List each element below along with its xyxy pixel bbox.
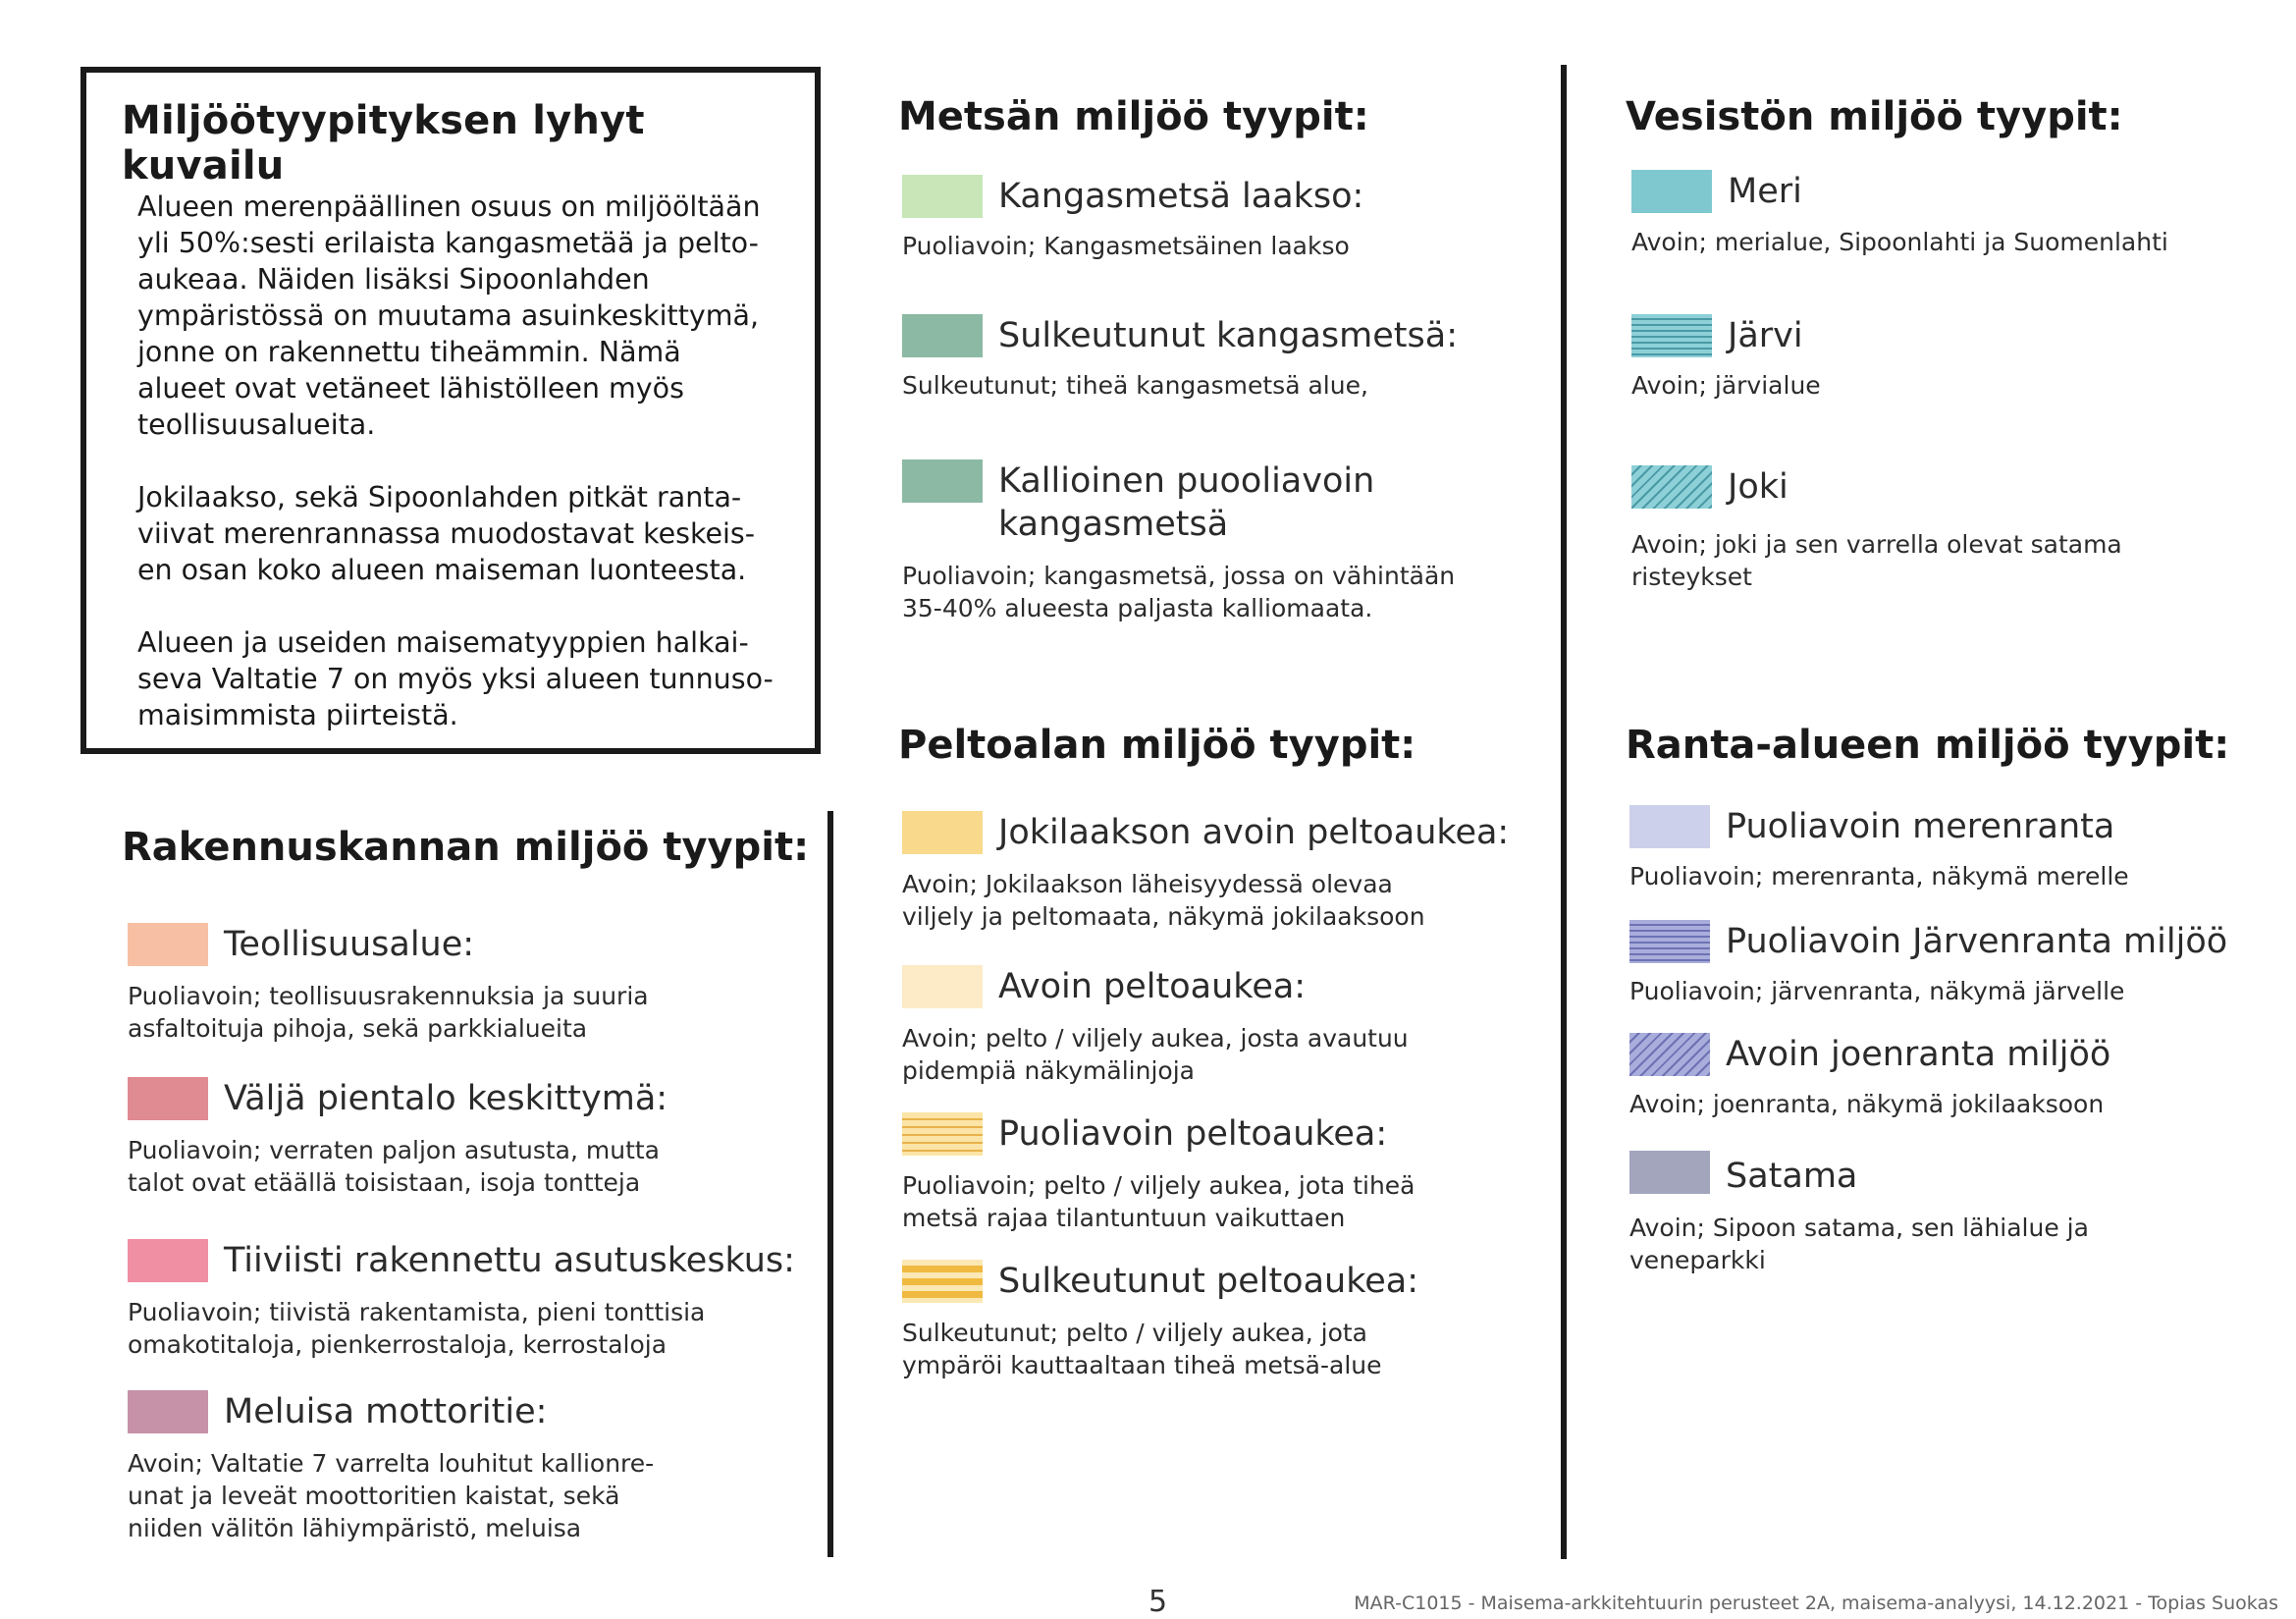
- swatch-semi-open-seashore: [1629, 805, 1710, 848]
- legend-name: Puoliavoin merenranta: [1726, 807, 2115, 846]
- swatch-semi-open-field: [902, 1112, 983, 1156]
- legend-desc: Puoliavoin; merenranta, näkymä merelle: [1629, 862, 2129, 890]
- swatch-harbour: [1629, 1151, 1710, 1194]
- swatch-detached-houses: [128, 1077, 208, 1120]
- swatch-semi-open-lakeshore: [1629, 920, 1710, 963]
- swatch-motorway: [128, 1390, 208, 1433]
- legend-name: Meri: [1728, 172, 1802, 211]
- footer-credits: MAR-C1015 - Maisema-arkkitehtuurin perusteet 2A, maisema-analyysi, 14.12.2021 - Topias Suokas: [1354, 1592, 2278, 1614]
- swatch-river: [1631, 465, 1712, 509]
- summary-box: [80, 67, 821, 754]
- swatch-open-field: [902, 965, 983, 1008]
- legend-desc: Avoin; Jokilaakson läheisyydessä olevaa viljely ja peltomaata, näkymä jokilaaksoon: [902, 870, 1425, 931]
- legend-name: Puoliavoin peltoaukea:: [998, 1114, 1388, 1154]
- section-title-buildings: Rakennuskannan miljöö tyypit:: [122, 825, 810, 870]
- section-title-fields: Peltoalan miljöö tyypit:: [898, 723, 1416, 768]
- legend-desc: Avoin; joenranta, näkymä jokilaaksoon: [1629, 1090, 2105, 1118]
- legend-name: Avoin peltoaukea:: [998, 967, 1307, 1006]
- legend-name: Kallioinen puooliavoin kangasmetsä: [998, 461, 1375, 544]
- legend-desc: Puoliavoin; järvenranta, näkymä järvelle: [1629, 977, 2125, 1005]
- legend-name: Teollisuusalue:: [224, 925, 475, 964]
- legend-name: Joki: [1728, 467, 1789, 507]
- legend-name: Meluisa mottoritie:: [224, 1392, 548, 1431]
- summary-text: Alueen merenpäällinen osuus on miljööltään yli 50%:sesti erilaista kangasmetää ja pelto- aukeaa. Näiden lisäksi Sipoonlahden ympäristössä on muutama asuinkeskittymä, jonne on rakennettu tiheämmin. Nämä alueet ovat vetäneet lähistölleen myös teollisuusalueita. Jokilaakso, sekä Sipoonlahden pitkät ranta- viivat merenrannassa muodostavat keskeis- en osan koko alueen maiseman luonteesta. Alueen ja useiden maisematyyppien halkai- seva Valtatie 7 on myös yksi alueen tunnuso- maisimmista piirteistä.: [137, 190, 774, 731]
- legend-desc: Avoin; joki ja sen varrella olevat satama risteykset: [1631, 530, 2122, 591]
- section-title-water: Vesistön miljöö tyypit:: [1626, 94, 2123, 139]
- legend-desc: Avoin; Valtatie 7 varrelta louhitut kallionre- unat ja leveät moottoritien kaistat, sekä niiden välitön lähiympäristö, meluisa: [128, 1449, 655, 1542]
- legend-name: Tiiviisti rakennettu asutuskeskus:: [224, 1241, 795, 1280]
- legend-name: Väljä pientalo keskittymä:: [224, 1079, 668, 1118]
- legend-desc: Avoin; merialue, Sipoonlahti ja Suomenlahti: [1631, 228, 2168, 256]
- legend-name: Puoliavoin Järvenranta miljöö: [1726, 922, 2228, 961]
- legend-name: Avoin joenranta miljöö: [1726, 1035, 2111, 1074]
- swatch-river-valley-field: [902, 811, 983, 854]
- summary-title: Miljöötyypityksen lyhyt kuvailu: [122, 98, 645, 189]
- legend-name: Satama: [1726, 1157, 1858, 1196]
- legend-desc: Sulkeutunut; pelto / viljely aukea, jota ympäröi kauttaaltaan tiheä metsä-alue: [902, 1319, 1382, 1379]
- swatch-sea: [1631, 170, 1712, 213]
- section-title-shore: Ranta-alueen miljöö tyypit:: [1626, 723, 2230, 768]
- legend-name: Jokilaakson avoin peltoaukea:: [998, 813, 1510, 852]
- legend-desc: Puoliavoin; tiivistä rakentamista, pieni tonttisia omakotitaloja, pienkerrostaloja, kerrostaloja: [128, 1298, 706, 1359]
- swatch-closed-heath-forest: [902, 314, 983, 357]
- legend-name: Sulkeutunut kangasmetsä:: [998, 316, 1458, 355]
- legend-desc: Puoliavoin; pelto / viljely aukea, jota tiheä metsä rajaa tilantuntuun vaikuttaen: [902, 1171, 1415, 1232]
- legend-desc: Avoin; Sipoon satama, sen lähialue ja veneparkki: [1629, 1214, 2089, 1274]
- swatch-closed-field: [902, 1260, 983, 1303]
- legend-desc: Puoliavoin; verraten paljon asutusta, mutta talot ovat etäällä toisistaan, isoja tontteja: [128, 1136, 660, 1197]
- legend-name: Kangasmetsä laakso:: [998, 177, 1364, 216]
- swatch-dense-settlement: [128, 1239, 208, 1282]
- legend-desc: Puoliavoin; teollisuusrakennuksia ja suuria asfaltoituja pihoja, sekä parkkialueita: [128, 982, 649, 1043]
- section-title-forest: Metsän miljöö tyypit:: [898, 94, 1369, 139]
- legend-desc: Avoin; järvialue: [1631, 371, 1821, 400]
- page-number: 5: [1148, 1585, 1168, 1619]
- swatch-rocky-heath-forest: [902, 459, 983, 503]
- legend-desc: Puoliavoin; Kangasmetsäinen laakso: [902, 232, 1350, 260]
- divider-right: [1561, 65, 1567, 1559]
- swatch-heath-forest-valley: [902, 175, 983, 218]
- legend-desc: Puoliavoin; kangasmetsä, jossa on vähintään 35-40% alueesta paljasta kalliomaata.: [902, 562, 1456, 622]
- swatch-lake: [1631, 314, 1712, 357]
- legend-name: Järvi: [1728, 316, 1803, 355]
- legend-name: Sulkeutunut peltoaukea:: [998, 1262, 1419, 1301]
- legend-desc: Avoin; pelto / viljely aukea, josta avautuu pidempiä näkymälinjoja: [902, 1024, 1409, 1085]
- swatch-open-riverbank: [1629, 1033, 1710, 1076]
- divider-left: [828, 811, 833, 1557]
- legend-desc: Sulkeutunut; tiheä kangasmetsä alue,: [902, 371, 1368, 400]
- swatch-industrial: [128, 923, 208, 966]
